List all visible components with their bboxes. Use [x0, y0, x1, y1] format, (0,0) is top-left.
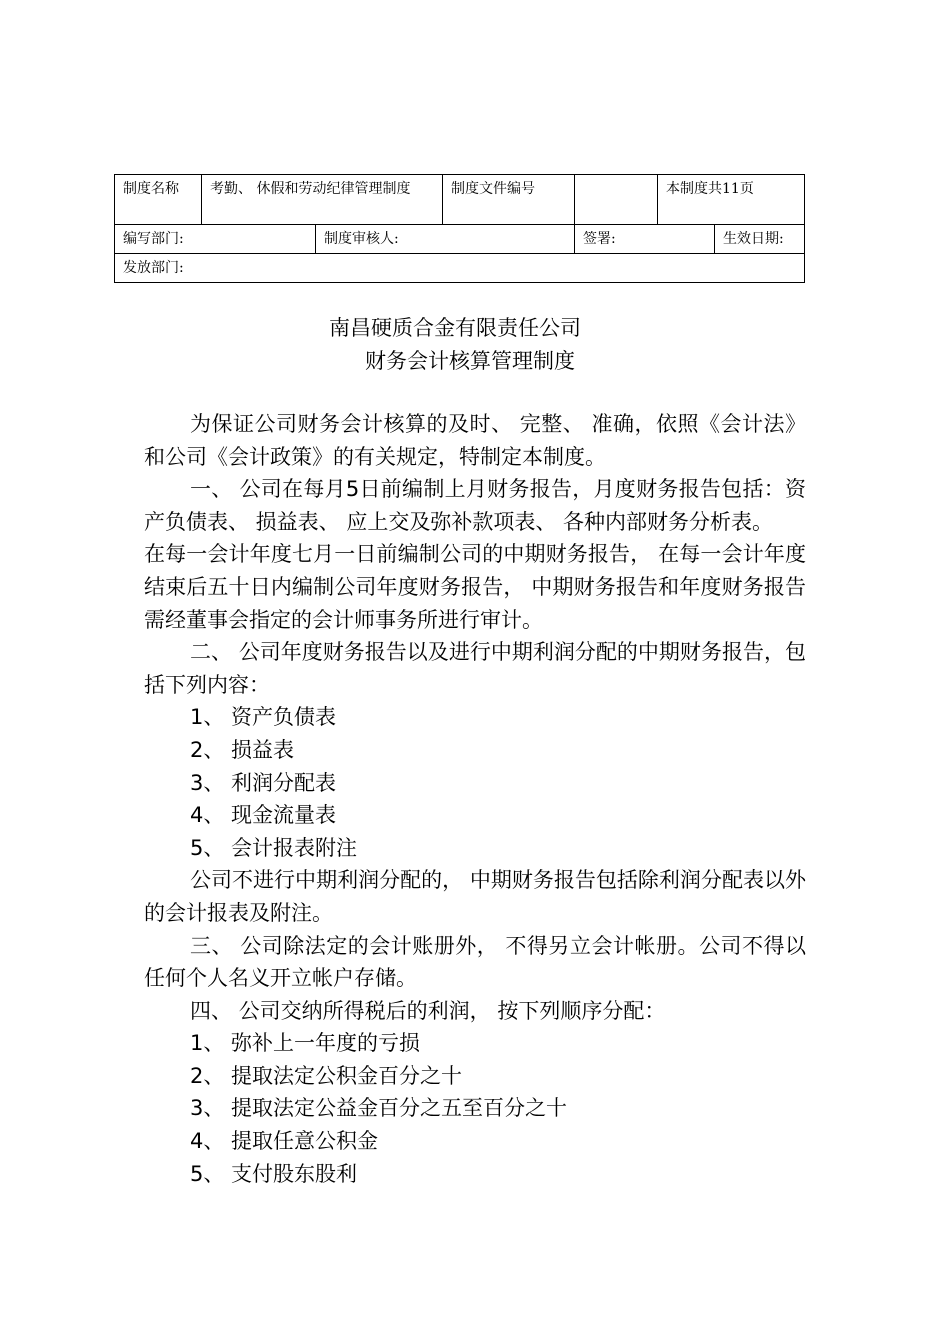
doc-number-label: 制度文件编号	[443, 175, 575, 225]
list-item: 2、 损益表	[190, 737, 295, 762]
paragraph-intro: 为保证公司财务会计核算的及时、 完整、 准确，依照《会计法》和公司《会计政策》的有关规定，特制定本制度。	[144, 412, 806, 469]
document-title: 财务会计核算管理制度	[365, 349, 575, 373]
company-title: 南昌硬质合金有限责任公司	[329, 316, 581, 340]
paragraph-no-interim: 公司不进行中期利润分配的， 中期财务报告包括除利润分配表以外的会计报表及附注。	[144, 868, 806, 925]
document-body	[144, 408, 806, 1190]
list-item: 1、 资产负债表	[190, 705, 337, 730]
list-item: 4、 现金流量表	[190, 803, 337, 828]
policy-name-label: 制度名称	[115, 175, 202, 225]
doc-header-table	[114, 174, 805, 283]
page-count: 本制度共11页	[658, 175, 805, 225]
list-item: 3、 提取法定公益金百分之五至百分之十	[190, 1096, 568, 1121]
paragraph-section-1: 一、 公司在每月5日前编制上月财务报告，月度财务报告包括：资产负债表、 损益表、 应上交及弥补款项表、 各种内部财务分析表。	[144, 477, 806, 534]
paragraph-section-4: 四、 公司交纳所得税后的利润， 按下列顺序分配：	[190, 998, 666, 1023]
signature-label: 签署:	[575, 225, 715, 254]
effective-date-label: 生效日期:	[715, 225, 805, 254]
reviewer-label: 制度审核人:	[316, 225, 575, 254]
policy-name-value: 考勤、 休假和劳动纪律管理制度	[202, 175, 443, 225]
paragraph-interim-report: 在每一会计年度七月一日前编制公司的中期财务报告， 在每一会计年度结束后五十日内编制公司年度财务报告， 中期财务报告和年度财务报告需经董事会指定的会计师事务所进行审计。	[144, 542, 806, 632]
list-item: 4、 提取任意公积金	[190, 1129, 379, 1154]
issue-dept-label: 发放部门:	[115, 254, 805, 283]
paragraph-section-3: 三、 公司除法定的会计账册外， 不得另立会计帐册。公司不得以任何个人名义开立帐户存储。	[144, 933, 806, 991]
list-item: 3、 利润分配表	[190, 770, 337, 795]
author-dept-label: 编写部门:	[115, 225, 316, 254]
list-item: 1、 弥补上一年度的亏损	[190, 1031, 421, 1056]
list-item: 5、 会计报表附注	[190, 835, 358, 860]
doc-number-value	[575, 175, 658, 225]
list-item: 5、 支付股东股利	[190, 1161, 358, 1186]
paragraph-section-2: 二、 公司年度财务报告以及进行中期利润分配的中期财务报告，包括下列内容：	[144, 640, 806, 697]
list-item: 2、 提取法定公积金百分之十	[190, 1063, 463, 1088]
